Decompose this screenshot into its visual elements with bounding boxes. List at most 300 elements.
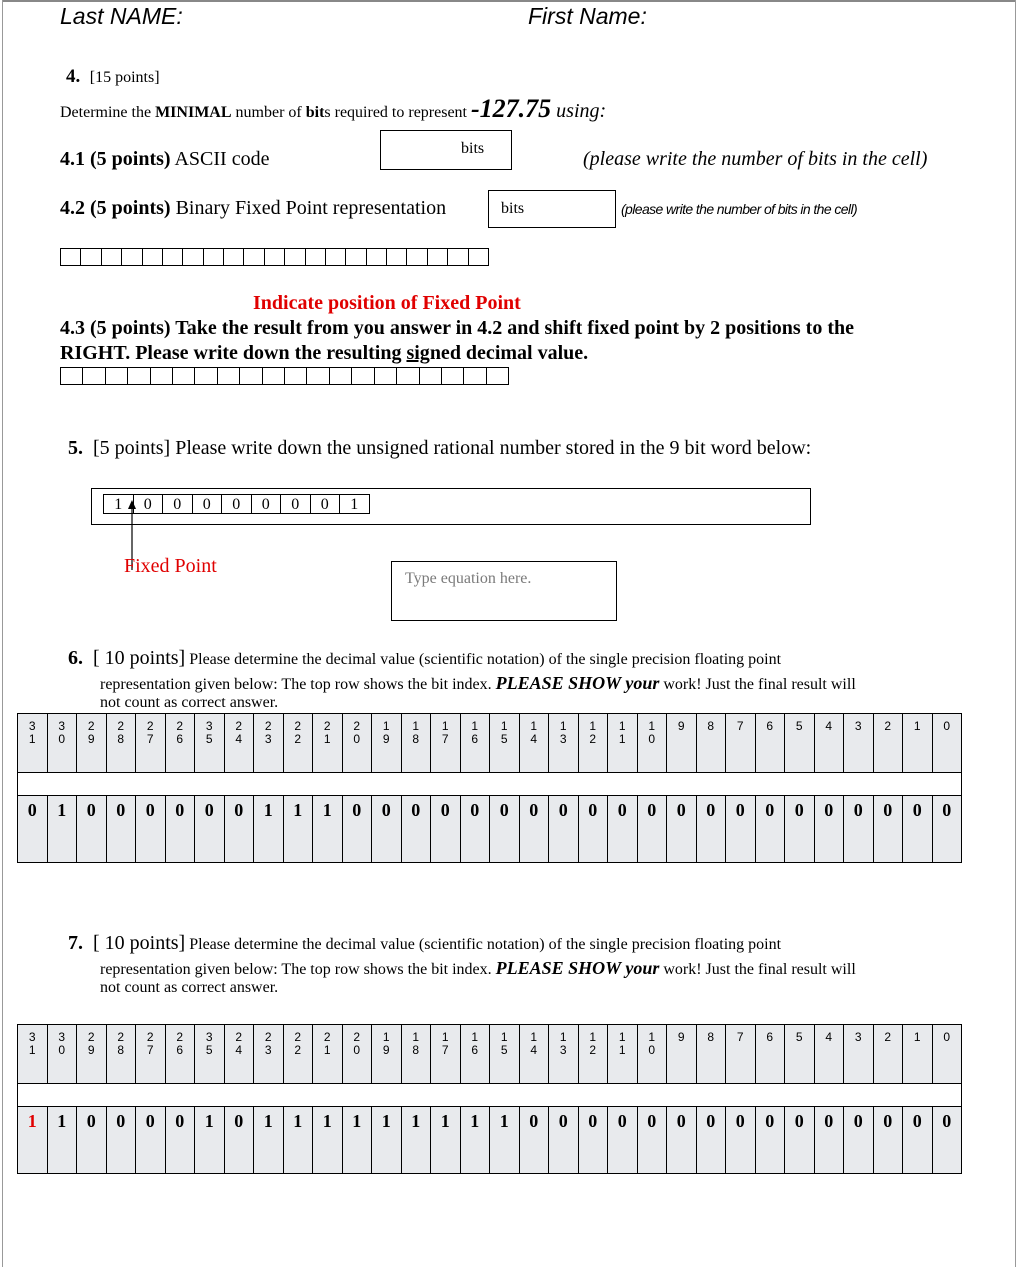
bit-index-digit: 1 [913,719,921,733]
bit-index-cell [372,714,402,773]
bit-index-digit: 1 [618,1043,626,1057]
spacer-cell [77,1084,107,1107]
bit-value-cell: 0 [519,1107,549,1174]
spacer-cell [47,1084,77,1107]
bit-value-cell: 0 [136,1107,166,1174]
bit-index-digit: 2 [353,719,361,733]
bit-value-cell: 0 [903,796,933,863]
bit-index-cell [519,714,549,773]
bit-index-cell [431,714,461,773]
bit-value-cell: 0 [696,1107,726,1174]
bit-value-cell: 0 [755,796,785,863]
q5-bit: 0 [193,495,223,513]
spacer-cell [578,773,608,796]
bit-value-cell: 1 [342,1107,372,1174]
spacer-cell [755,1084,785,1107]
bit-index-digit: 5 [795,719,803,733]
spacer-cell [608,773,638,796]
bit-value-cell: 0 [726,796,756,863]
bit-index-digit: 2 [294,1043,302,1057]
spacer-cell [637,773,667,796]
spacer-cell [903,1084,933,1107]
q42-label: 4.2 (5 points) [60,197,171,219]
bit-index-digit: 9 [87,732,95,746]
spacer-cell [460,773,490,796]
q7-question [68,932,781,956]
q7-bit-table [17,1024,962,1174]
bit-index-digit: 1 [618,1030,626,1044]
bit-index-digit: 1 [618,719,626,733]
bit-value-cell: 0 [18,796,48,863]
bit-value-cell: 0 [106,1107,136,1174]
bit-index-digit: 1 [382,719,390,733]
bit-index-digit: 4 [530,1043,538,1057]
bit-index-cell [844,1025,874,1084]
spacer-cell [549,1084,579,1107]
bit-index-cell [313,1025,343,1084]
bit-value-cell: 0 [460,796,490,863]
bit-index-digit: 1 [323,1043,331,1057]
bit-index-digit: 7 [441,732,449,746]
bit-value-cell: 0 [932,1107,962,1174]
q4-prompt-mid: number of [231,104,306,121]
bit-index-digit: 5 [500,1043,508,1057]
spacer-cell [873,773,903,796]
q4-prompt-bold2: bit [305,104,325,121]
bit-index-digit: 9 [382,732,390,746]
bit-index-digit: 9 [87,1043,95,1057]
spacer-cell [372,1084,402,1107]
bit-index-cell [755,714,785,773]
bit-value-cell: 0 [755,1107,785,1174]
bit-value-cell: 0 [578,1107,608,1174]
bit-index-digit: 2 [176,719,184,733]
bit-value-cell: 0 [342,796,372,863]
bit-index-digit: 2 [264,719,272,733]
bit-index-cell [873,714,903,773]
bit-index-digit: 8 [117,732,125,746]
bit-value-cell: 1 [460,1107,490,1174]
bit-index-cell [608,714,638,773]
q5-bit: 0 [252,495,282,513]
bit-index-digit: 2 [117,1030,125,1044]
bit-index-cell [47,1025,77,1084]
bit-index-cell [490,1025,520,1084]
q6-text2 [100,673,856,694]
q41-answer-cell[interactable] [380,130,512,170]
bit-index-cell [667,1025,697,1084]
q5-bit: 1 [350,496,359,513]
q42-question [60,197,446,220]
spacer-cell [549,773,579,796]
spacer-cell [637,1084,667,1107]
bit-index-digit: 2 [884,719,892,733]
spacer-cell [136,773,166,796]
bit-index-digit: 3 [854,1030,862,1044]
q7-text2 [100,958,856,979]
spacer-cell [726,1084,756,1107]
q41-hint: (please write the number of bits in the cell) [583,148,928,170]
bit-index-digit: 3 [58,1030,66,1044]
spacer-cell [578,1084,608,1107]
bit-index-digit: 1 [559,1030,567,1044]
q6-text2-bold: PLEASE SHOW your [495,673,660,693]
q43-line1: 4.3 (5 points) Take the result from you answer in 4.2 and shift fixed point by 2 positions to the [60,317,855,339]
spacer-cell [18,1084,48,1107]
bit-index-digit: 8 [707,1030,715,1044]
spacer-cell [18,773,48,796]
bit-value-cell: 0 [726,1107,756,1174]
q43-line2-post: ned decimal value. [429,342,589,364]
bit-value-cell: 1 [47,796,77,863]
q43-line2 [60,342,588,365]
bit-index-digit: 3 [205,719,213,733]
bit-index-cell [77,1025,107,1084]
q43-line2-underlined: sig [406,342,430,364]
bit-index-cell [283,714,313,773]
spacer-cell [106,773,136,796]
bit-index-digit: 6 [176,1043,184,1057]
spacer-cell [401,773,431,796]
bit-value-cell: 1 [431,1107,461,1174]
bit-value-cell: 1 [283,796,313,863]
bit-value-cell: 1 [313,1107,343,1174]
bit-index-cell [18,714,48,773]
bit-index-cell [165,714,195,773]
spacer-cell [814,773,844,796]
bit-index-digit: 1 [471,719,479,733]
bit-index-cell [165,1025,195,1084]
q42-bit-strip[interactable] [60,248,489,266]
bit-value-cell: 0 [77,1107,107,1174]
bit-index-digit: 1 [589,719,597,733]
bit-value-cell: 0 [785,796,815,863]
spacer-cell [372,773,402,796]
bit-index-cell [578,714,608,773]
bit-index-cell [696,714,726,773]
spacer-cell [608,1084,638,1107]
bit-index-cell [814,1025,844,1084]
q6-bit-table [17,713,962,863]
bit-index-cell [903,714,933,773]
bit-index-digit: 1 [648,1030,656,1044]
bit-index-cell [254,1025,284,1084]
spacer-cell [519,1084,549,1107]
q41-cell-label: bits [461,140,485,157]
q42-text: Binary Fixed Point representation [170,197,447,219]
q4-prompt-post: s required to represent [324,104,471,121]
q7-number: 7. [68,932,83,954]
spacer-cell [696,1084,726,1107]
bit-index-digit: 2 [884,1030,892,1044]
bit-index-digit: 7 [146,732,154,746]
bit-index-digit: 2 [323,719,331,733]
bit-index-cell [47,714,77,773]
spacer-cell [47,773,77,796]
bit-index-digit: 3 [559,732,567,746]
bit-index-cell [431,1025,461,1084]
bit-index-digit: 1 [28,732,36,746]
bit-value-cell: 1 [254,1107,284,1174]
bit-value-cell: 1 [401,1107,431,1174]
bit-index-cell [519,1025,549,1084]
fixed-point-note: Indicate position of Fixed Point [253,292,521,314]
bit-index-cell [460,1025,490,1084]
bit-index-cell [844,714,874,773]
bit-value-cell: 0 [106,796,136,863]
bit-index-digit: 2 [235,719,243,733]
bit-index-digit: 3 [28,719,36,733]
bit-index-digit: 0 [648,1043,656,1057]
spacer-cell [165,1084,195,1107]
bit-value-cell: 1 [47,1107,77,1174]
bit-index-digit: 8 [117,1043,125,1057]
bit-index-cell [696,1025,726,1084]
bit-index-digit: 4 [825,1030,833,1044]
bit-index-digit: 1 [618,732,626,746]
bit-value-cell: 0 [873,1107,903,1174]
bit-value-cell: 0 [814,796,844,863]
q5-bit: 0 [311,495,341,513]
bit-index-digit: 1 [412,719,420,733]
bit-index-digit: 8 [707,719,715,733]
bit-index-cell [342,714,372,773]
bit-value-cell: 0 [519,796,549,863]
q7-text2-post: work! Just the final result will [659,961,856,978]
spacer-cell [313,773,343,796]
bit-index-digit: 5 [205,1043,213,1057]
q43-line2-pre: RIGHT. Please write down the resulting [60,342,407,364]
bit-index-digit: 3 [28,1030,36,1044]
q4-prompt-bold: MINIMAL [155,104,232,121]
bit-index-digit: 6 [176,732,184,746]
bit-index-digit: 3 [559,1043,567,1057]
bit-index-digit: 7 [736,1030,744,1044]
bit-index-digit: 5 [205,732,213,746]
bit-index-cell [195,714,225,773]
bit-index-digit: 0 [943,719,951,733]
bit-index-digit: 7 [441,1043,449,1057]
bit-value-cell: 0 [903,1107,933,1174]
bit-index-cell [342,1025,372,1084]
bit-index-digit: 9 [677,1030,685,1044]
bit-index-digit: 9 [677,719,685,733]
spacer-cell [283,773,313,796]
bit-index-cell [372,1025,402,1084]
equation-placeholder: Type equation here. [405,570,532,587]
bit-index-cell [903,1025,933,1084]
bit-index-digit: 2 [146,1030,154,1044]
bit-index-digit: 6 [471,732,479,746]
bit-index-digit: 3 [264,1043,272,1057]
bit-index-digit: 5 [795,1030,803,1044]
bit-index-cell [608,1025,638,1084]
bit-value-cell: 0 [224,1107,254,1174]
bit-index-cell [755,1025,785,1084]
bit-value-cell: 0 [844,1107,874,1174]
spacer-cell [136,1084,166,1107]
bit-value-cell: 0 [844,796,874,863]
bit-index-digit: 6 [471,1043,479,1057]
bit-index-cell [637,714,667,773]
bit-value-cell: 0 [785,1107,815,1174]
bit-index-cell [549,1025,579,1084]
bit-index-digit: 1 [589,1030,597,1044]
bit-value-cell: 0 [165,1107,195,1174]
bit-index-digit: 2 [117,719,125,733]
q6-points: [ 10 points] [93,647,186,669]
bit-index-cell [549,714,579,773]
bit-index-digit: 1 [530,1030,538,1044]
bit-index-digit: 7 [736,719,744,733]
bit-index-cell [224,714,254,773]
bit-value-cell: 0 [696,796,726,863]
bit-index-digit: 1 [382,1030,390,1044]
bit-index-cell [254,714,284,773]
q5-bit: 0 [222,495,252,513]
q5-bit: 0 [134,495,164,513]
bit-index-digit: 2 [146,719,154,733]
bit-value-cell: 0 [431,796,461,863]
spacer-cell [903,773,933,796]
spacer-cell [490,773,520,796]
spacer-cell [283,1084,313,1107]
spacer-cell [932,1084,962,1107]
spacer-cell [490,1084,520,1107]
bit-index-cell [578,1025,608,1084]
q5-text: [5 points] Please write down the unsigned rational number stored in the 9 bit word below: [93,437,812,459]
bit-index-digit: 1 [471,1030,479,1044]
q7-text1: Please determine the decimal value (scientific notation) of the single precision floating point [185,936,782,953]
bit-value-cell: 0 [873,796,903,863]
bit-index-cell [785,1025,815,1084]
bit-value-cell: 1 [283,1107,313,1174]
bit-value-cell: 0 [165,796,195,863]
bit-index-cell [932,1025,962,1084]
bit-value-cell: 1 [18,1107,48,1174]
bit-index-cell [106,714,136,773]
bit-index-digit: 4 [235,1043,243,1057]
q6-number: 6. [68,647,83,669]
bit-value-cell: 1 [490,1107,520,1174]
bit-value-cell: 0 [637,796,667,863]
bit-value-cell: 0 [667,796,697,863]
spacer-cell [696,773,726,796]
bit-index-digit: 1 [323,732,331,746]
bit-index-digit: 1 [530,719,538,733]
q42-answer-cell[interactable] [488,190,616,228]
last-name-label: Last NAME: [60,3,183,29]
equation-box[interactable] [391,561,617,621]
bit-index-digit: 8 [412,1043,420,1057]
bit-value-cell: 0 [637,1107,667,1174]
spacer-cell [755,773,785,796]
spacer-cell [667,773,697,796]
bit-index-cell [18,1025,48,1084]
bit-value-cell: 0 [578,796,608,863]
bit-index-cell [136,714,166,773]
q6-question [68,647,781,671]
bit-value-cell: 1 [195,1107,225,1174]
q4-prompt-pre: Determine the [60,104,156,121]
spacer-cell [195,773,225,796]
spacer-cell [224,1084,254,1107]
bit-index-digit: 4 [825,719,833,733]
spacer-cell [844,773,874,796]
spacer-cell [844,1084,874,1107]
bit-index-digit: 3 [854,719,862,733]
bit-index-digit: 0 [943,1030,951,1044]
bit-index-cell [726,714,756,773]
q41-question [60,148,269,171]
bit-index-digit: 3 [205,1030,213,1044]
bit-index-digit: 1 [500,719,508,733]
bit-index-digit: 2 [87,1030,95,1044]
bit-index-digit: 6 [766,1030,774,1044]
q7-points: [ 10 points] [93,932,186,954]
bit-value-cell: 0 [401,796,431,863]
bit-index-digit: 5 [500,732,508,746]
bit-value-cell: 0 [195,796,225,863]
bit-index-digit: 0 [58,732,66,746]
bit-value-cell: 1 [254,796,284,863]
bit-index-cell [873,1025,903,1084]
q41-text: ASCII code [170,148,270,170]
bit-index-cell [490,714,520,773]
bit-index-cell [785,714,815,773]
bit-value-cell: 0 [224,796,254,863]
bit-index-cell [401,714,431,773]
bit-index-digit: 1 [559,719,567,733]
bit-index-digit: 0 [353,732,361,746]
bit-value-cell: 0 [608,796,638,863]
bit-index-cell [401,1025,431,1084]
bit-index-cell [195,1025,225,1084]
bit-index-digit: 3 [264,732,272,746]
bit-index-cell [106,1025,136,1084]
spacer-cell [519,773,549,796]
q41-label: 4.1 (5 points) [60,148,171,170]
bit-value-cell: 0 [490,796,520,863]
bit-index-digit: 1 [28,1043,36,1057]
bit-index-digit: 2 [353,1030,361,1044]
q4-value: -127.75 [471,94,552,123]
q5-bit: 0 [281,495,311,513]
q6-text2-pre: representation given below: The top row shows the bit index. [100,676,496,693]
bit-index-digit: 1 [441,719,449,733]
bit-index-digit: 4 [235,732,243,746]
bit-value-cell: 0 [372,796,402,863]
bit-index-digit: 1 [500,1030,508,1044]
spacer-cell [431,1084,461,1107]
bit-index-cell [77,714,107,773]
fixed-point-label: Fixed Point [124,555,217,577]
bit-index-digit: 2 [589,1043,597,1057]
bit-index-digit: 2 [87,719,95,733]
first-name-label: First Name: [528,3,647,29]
bit-index-digit: 2 [294,719,302,733]
bit-index-digit: 8 [412,732,420,746]
spacer-cell [932,773,962,796]
spacer-cell [195,1084,225,1107]
q43-bit-strip[interactable] [60,367,509,385]
bit-index-digit: 2 [589,732,597,746]
q4-prompt [60,94,606,124]
bit-index-cell [313,714,343,773]
spacer-cell [667,1084,697,1107]
bit-value-cell: 1 [372,1107,402,1174]
bit-index-cell [283,1025,313,1084]
